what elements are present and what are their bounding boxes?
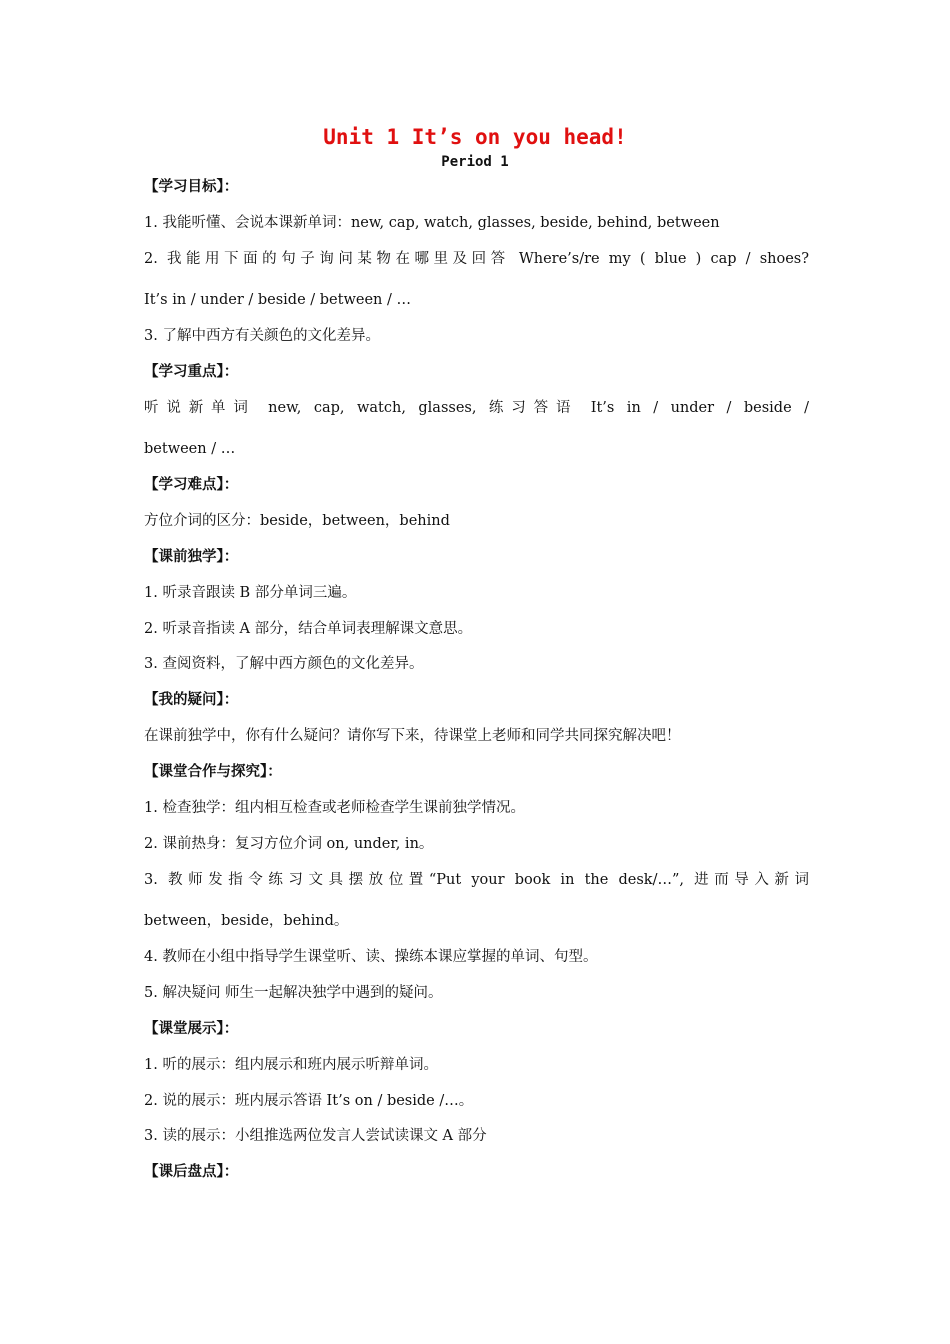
- display-item-2: 2. 说的展示：班内展示答语 It’s on / beside /…。: [144, 1093, 474, 1109]
- section-heading-cooperation: 【课堂合作与探究】：: [144, 763, 282, 780]
- my-questions-text: 在课前独学中，你有什么疑问？请你写下来，待课堂上老师和同学共同探究解决吧！: [144, 728, 681, 744]
- cooperation-item-3-continued: between，beside，behind。: [144, 913, 349, 929]
- section-heading-learning-goals: 【学习目标】：: [144, 178, 239, 195]
- key-points-text-continued: between / …: [144, 441, 236, 457]
- section-heading-class-display: 【课堂展示】：: [144, 1020, 239, 1037]
- cooperation-item-5: 5. 解决疑问 师生一起解决独学中遇到的疑问。: [144, 985, 443, 1001]
- section-heading-after-class-review: 【课后盘点】：: [144, 1163, 239, 1180]
- cooperation-item-1: 1. 检查独学：组内相互检查或老师检查学生课前独学情况。: [144, 800, 525, 816]
- pre-class-item-2: 2. 听录音指读 A 部分，结合单词表理解课文意思。: [144, 621, 473, 637]
- cooperation-item-3: 3. 教师发指令练习文具摆放位置“Put your book in the desk/…”, 进而导入新词: [144, 872, 809, 888]
- display-item-1: 1. 听的展示：组内展示和班内展示听辩单词。: [144, 1057, 438, 1073]
- section-heading-pre-class-study: 【课前独学】：: [144, 548, 239, 565]
- difficulties-text: 方位介词的区分：beside，between，behind: [144, 513, 450, 529]
- section-heading-my-questions: 【我的疑问】：: [144, 691, 239, 708]
- goal-item-3: 3. 了解中西方有关颜色的文化差异。: [144, 328, 380, 344]
- pre-class-item-1: 1. 听录音跟读 B 部分单词三遍。: [144, 585, 357, 601]
- cooperation-item-4: 4. 教师在小组中指导学生课堂听、读、操练本课应掌握的单词、句型。: [144, 949, 598, 965]
- document-title: Unit 1 It’s on you head!: [323, 125, 627, 149]
- goal-item-1: 1. 我能听懂、会说本课新单词：new, cap, watch, glasses, beside, behind, between: [144, 215, 720, 231]
- section-heading-difficulties: 【学习难点】：: [144, 476, 239, 493]
- pre-class-item-3: 3. 查阅资料，了解中西方颜色的文化差异。: [144, 656, 424, 672]
- goal-item-2-continued: It’s in / under / beside / between / …: [144, 292, 411, 308]
- key-points-text: 听说新单词 new, cap, watch, glasses, 练习答语 It’s in / under / beside /: [144, 400, 809, 416]
- cooperation-item-2: 2. 课前热身：复习方位介词 on, under, in。: [144, 836, 434, 852]
- section-heading-key-points: 【学习重点】：: [144, 363, 239, 380]
- goal-item-2: 2. 我能用下面的句子询问某物在哪里及回答 Where’s/re my ( blue ) cap / shoes?: [144, 251, 809, 267]
- document-subtitle: Period 1: [441, 154, 509, 170]
- display-item-3: 3. 读的展示：小组推选两位发言人尝试读课文 A 部分: [144, 1128, 487, 1144]
